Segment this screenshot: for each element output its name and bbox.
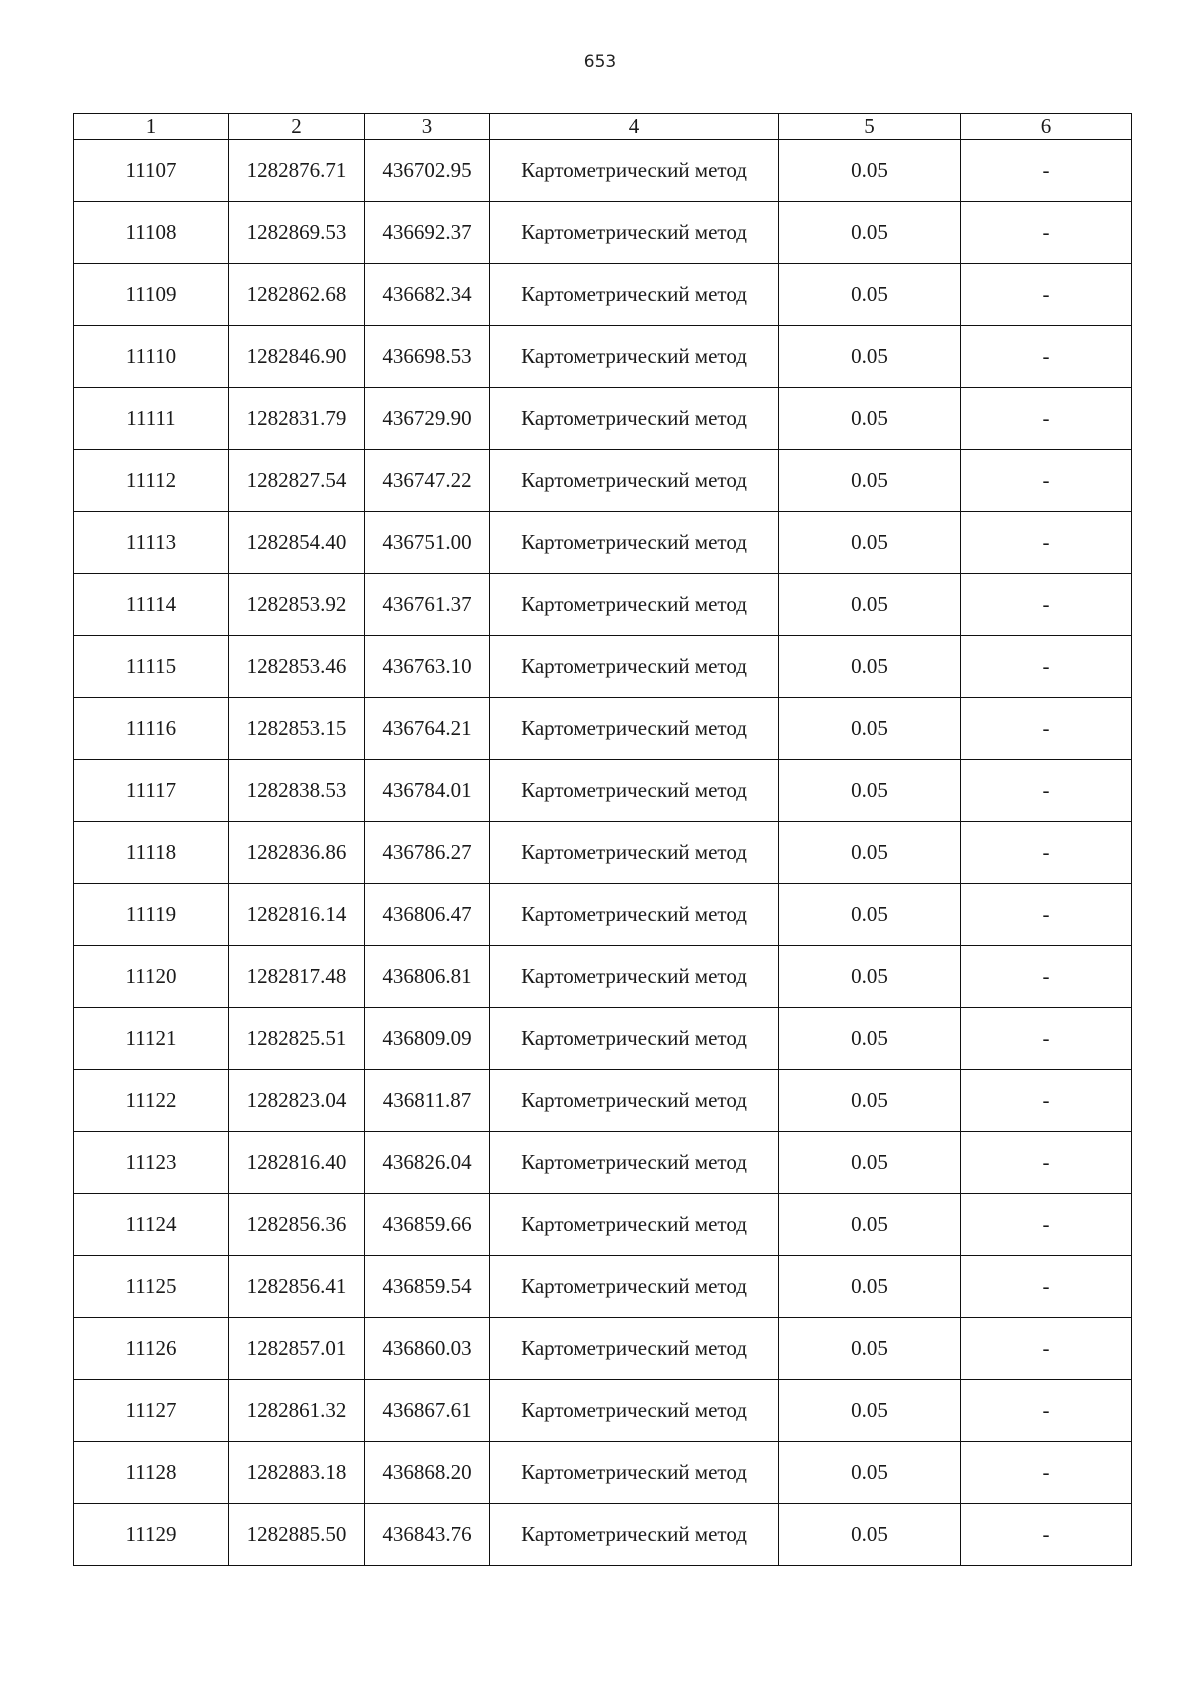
- method-cell: Картометрический метод: [490, 140, 779, 202]
- point-number-cell: 11122: [74, 1070, 229, 1132]
- accuracy-cell: 0.05: [779, 1504, 961, 1566]
- x-coordinate-cell: 1282862.68: [229, 264, 365, 326]
- point-number-cell: 11124: [74, 1194, 229, 1256]
- x-coordinate-cell: 1282856.41: [229, 1256, 365, 1318]
- x-coordinate-cell: 1282857.01: [229, 1318, 365, 1380]
- accuracy-cell: 0.05: [779, 512, 961, 574]
- y-coordinate-cell: 436761.37: [365, 574, 490, 636]
- y-coordinate-cell: 436682.34: [365, 264, 490, 326]
- point-number-cell: 11111: [74, 388, 229, 450]
- table-row: [74, 698, 1132, 760]
- note-cell: -: [961, 884, 1132, 946]
- y-coordinate-cell: 436859.66: [365, 1194, 490, 1256]
- method-cell: Картометрический метод: [490, 884, 779, 946]
- x-coordinate-cell: 1282817.48: [229, 946, 365, 1008]
- accuracy-cell: 0.05: [779, 1256, 961, 1318]
- note-cell: -: [961, 1194, 1132, 1256]
- x-coordinate-cell: 1282831.79: [229, 388, 365, 450]
- method-cell: Картометрический метод: [490, 1008, 779, 1070]
- note-cell: -: [961, 822, 1132, 884]
- method-cell: Картометрический метод: [490, 512, 779, 574]
- table-row: [74, 1318, 1132, 1380]
- x-coordinate-cell: 1282825.51: [229, 1008, 365, 1070]
- y-coordinate-cell: 436747.22: [365, 450, 490, 512]
- note-cell: -: [961, 1256, 1132, 1318]
- method-cell: Картометрический метод: [490, 1442, 779, 1504]
- point-number-cell: 11126: [74, 1318, 229, 1380]
- method-cell: Картометрический метод: [490, 1380, 779, 1442]
- y-coordinate-cell: 436868.20: [365, 1442, 490, 1504]
- note-cell: -: [961, 1504, 1132, 1566]
- method-cell: Картометрический метод: [490, 1132, 779, 1194]
- x-coordinate-cell: 1282823.04: [229, 1070, 365, 1132]
- x-coordinate-cell: 1282836.86: [229, 822, 365, 884]
- point-number-cell: 11119: [74, 884, 229, 946]
- method-cell: Картометрический метод: [490, 202, 779, 264]
- note-cell: -: [961, 264, 1132, 326]
- y-coordinate-cell: 436729.90: [365, 388, 490, 450]
- point-number-cell: 11128: [74, 1442, 229, 1504]
- note-cell: -: [961, 140, 1132, 202]
- note-cell: -: [961, 946, 1132, 1008]
- accuracy-cell: 0.05: [779, 140, 961, 202]
- point-number-cell: 11125: [74, 1256, 229, 1318]
- accuracy-cell: 0.05: [779, 760, 961, 822]
- point-number-cell: 11120: [74, 946, 229, 1008]
- note-cell: -: [961, 1318, 1132, 1380]
- point-number-cell: 11121: [74, 1008, 229, 1070]
- y-coordinate-cell: 436784.01: [365, 760, 490, 822]
- point-number-cell: 11123: [74, 1132, 229, 1194]
- y-coordinate-cell: 436764.21: [365, 698, 490, 760]
- point-number-cell: 11116: [74, 698, 229, 760]
- accuracy-cell: 0.05: [779, 1070, 961, 1132]
- note-cell: -: [961, 512, 1132, 574]
- coordinates-table: [73, 113, 1132, 1566]
- y-coordinate-cell: 436702.95: [365, 140, 490, 202]
- table-row: [74, 450, 1132, 512]
- table-row: [74, 388, 1132, 450]
- note-cell: -: [961, 1008, 1132, 1070]
- method-cell: Картометрический метод: [490, 388, 779, 450]
- point-number-cell: 11107: [74, 140, 229, 202]
- y-coordinate-cell: 436751.00: [365, 512, 490, 574]
- column-header: 3: [365, 114, 490, 140]
- method-cell: Картометрический метод: [490, 1504, 779, 1566]
- y-coordinate-cell: 436826.04: [365, 1132, 490, 1194]
- point-number-cell: 11118: [74, 822, 229, 884]
- y-coordinate-cell: 436867.61: [365, 1380, 490, 1442]
- method-cell: Картометрический метод: [490, 264, 779, 326]
- x-coordinate-cell: 1282853.92: [229, 574, 365, 636]
- point-number-cell: 11113: [74, 512, 229, 574]
- accuracy-cell: 0.05: [779, 698, 961, 760]
- y-coordinate-cell: 436860.03: [365, 1318, 490, 1380]
- x-coordinate-cell: 1282883.18: [229, 1442, 365, 1504]
- x-coordinate-cell: 1282853.46: [229, 636, 365, 698]
- table-row: [74, 760, 1132, 822]
- page-number: 653: [583, 52, 617, 72]
- table-row: [74, 636, 1132, 698]
- accuracy-cell: 0.05: [779, 1318, 961, 1380]
- note-cell: -: [961, 1070, 1132, 1132]
- y-coordinate-cell: 436811.87: [365, 1070, 490, 1132]
- method-cell: Картометрический метод: [490, 760, 779, 822]
- column-header: 4: [490, 114, 779, 140]
- column-header: 6: [961, 114, 1132, 140]
- table-body: [74, 140, 1132, 1566]
- point-number-cell: 11108: [74, 202, 229, 264]
- accuracy-cell: 0.05: [779, 264, 961, 326]
- accuracy-cell: 0.05: [779, 450, 961, 512]
- table-row: [74, 946, 1132, 1008]
- point-number-cell: 11112: [74, 450, 229, 512]
- accuracy-cell: 0.05: [779, 1132, 961, 1194]
- accuracy-cell: 0.05: [779, 326, 961, 388]
- x-coordinate-cell: 1282816.14: [229, 884, 365, 946]
- method-cell: Картометрический метод: [490, 450, 779, 512]
- accuracy-cell: 0.05: [779, 1380, 961, 1442]
- point-number-cell: 11114: [74, 574, 229, 636]
- table-row: [74, 574, 1132, 636]
- method-cell: Картометрический метод: [490, 1070, 779, 1132]
- table-row: [74, 1256, 1132, 1318]
- note-cell: -: [961, 574, 1132, 636]
- table-row: [74, 822, 1132, 884]
- accuracy-cell: 0.05: [779, 202, 961, 264]
- point-number-cell: 11127: [74, 1380, 229, 1442]
- table-row: [74, 1070, 1132, 1132]
- point-number-cell: 11109: [74, 264, 229, 326]
- method-cell: Картометрический метод: [490, 636, 779, 698]
- note-cell: -: [961, 202, 1132, 264]
- point-number-cell: 11117: [74, 760, 229, 822]
- method-cell: Картометрический метод: [490, 574, 779, 636]
- accuracy-cell: 0.05: [779, 1442, 961, 1504]
- table-row: [74, 512, 1132, 574]
- x-coordinate-cell: 1282854.40: [229, 512, 365, 574]
- y-coordinate-cell: 436806.81: [365, 946, 490, 1008]
- accuracy-cell: 0.05: [779, 822, 961, 884]
- x-coordinate-cell: 1282856.36: [229, 1194, 365, 1256]
- y-coordinate-cell: 436698.53: [365, 326, 490, 388]
- y-coordinate-cell: 436763.10: [365, 636, 490, 698]
- column-header: 1: [74, 114, 229, 140]
- x-coordinate-cell: 1282816.40: [229, 1132, 365, 1194]
- table-row: [74, 326, 1132, 388]
- accuracy-cell: 0.05: [779, 574, 961, 636]
- x-coordinate-cell: 1282869.53: [229, 202, 365, 264]
- y-coordinate-cell: 436806.47: [365, 884, 490, 946]
- accuracy-cell: 0.05: [779, 946, 961, 1008]
- table-row: [74, 1380, 1132, 1442]
- table-row: [74, 1008, 1132, 1070]
- table-row: [74, 140, 1132, 202]
- x-coordinate-cell: 1282853.15: [229, 698, 365, 760]
- y-coordinate-cell: 436843.76: [365, 1504, 490, 1566]
- accuracy-cell: 0.05: [779, 884, 961, 946]
- method-cell: Картометрический метод: [490, 822, 779, 884]
- accuracy-cell: 0.05: [779, 1194, 961, 1256]
- note-cell: -: [961, 698, 1132, 760]
- method-cell: Картометрический метод: [490, 946, 779, 1008]
- x-coordinate-cell: 1282838.53: [229, 760, 365, 822]
- point-number-cell: 11110: [74, 326, 229, 388]
- table-row: [74, 264, 1132, 326]
- table-row: [74, 1194, 1132, 1256]
- note-cell: -: [961, 450, 1132, 512]
- table-row: [74, 1132, 1132, 1194]
- note-cell: -: [961, 1132, 1132, 1194]
- column-header: 5: [779, 114, 961, 140]
- method-cell: Картометрический метод: [490, 1318, 779, 1380]
- y-coordinate-cell: 436786.27: [365, 822, 490, 884]
- table-row: [74, 202, 1132, 264]
- method-cell: Картометрический метод: [490, 326, 779, 388]
- method-cell: Картометрический метод: [490, 698, 779, 760]
- method-cell: Картометрический метод: [490, 1194, 779, 1256]
- point-number-cell: 11115: [74, 636, 229, 698]
- column-header: 2: [229, 114, 365, 140]
- accuracy-cell: 0.05: [779, 388, 961, 450]
- table-row: [74, 1442, 1132, 1504]
- table-row: [74, 884, 1132, 946]
- header-row: [74, 114, 1132, 140]
- note-cell: -: [961, 1380, 1132, 1442]
- accuracy-cell: 0.05: [779, 636, 961, 698]
- x-coordinate-cell: 1282876.71: [229, 140, 365, 202]
- accuracy-cell: 0.05: [779, 1008, 961, 1070]
- method-cell: Картометрический метод: [490, 1256, 779, 1318]
- note-cell: -: [961, 1442, 1132, 1504]
- x-coordinate-cell: 1282827.54: [229, 450, 365, 512]
- note-cell: -: [961, 388, 1132, 450]
- y-coordinate-cell: 436692.37: [365, 202, 490, 264]
- table-row: [74, 1504, 1132, 1566]
- x-coordinate-cell: 1282846.90: [229, 326, 365, 388]
- x-coordinate-cell: 1282885.50: [229, 1504, 365, 1566]
- note-cell: -: [961, 326, 1132, 388]
- y-coordinate-cell: 436809.09: [365, 1008, 490, 1070]
- point-number-cell: 11129: [74, 1504, 229, 1566]
- note-cell: -: [961, 636, 1132, 698]
- x-coordinate-cell: 1282861.32: [229, 1380, 365, 1442]
- y-coordinate-cell: 436859.54: [365, 1256, 490, 1318]
- note-cell: -: [961, 760, 1132, 822]
